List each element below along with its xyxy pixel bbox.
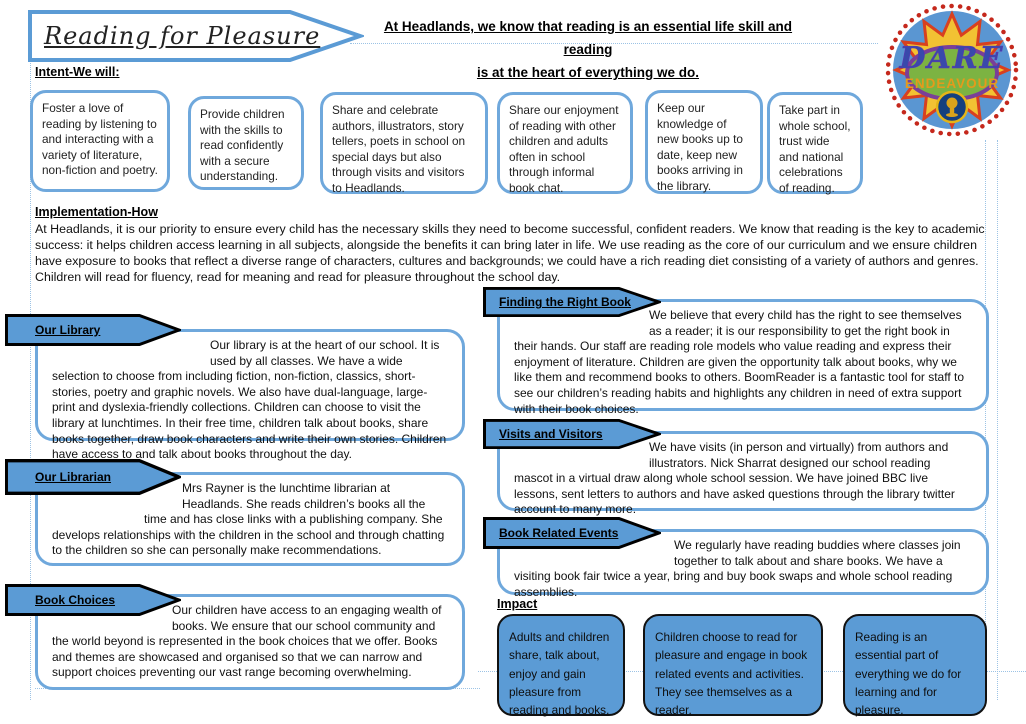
- page-title: Reading for Pleasure: [44, 22, 321, 50]
- guide-line-right-outer: [997, 140, 998, 700]
- guide-line-impact-3: [822, 671, 843, 672]
- book-related-events-label: Book Related Events: [499, 526, 619, 540]
- intent-box-6: Take part in whole school, trust wide and national celebrations of reading.: [767, 92, 863, 194]
- book-choices-header: [5, 584, 181, 616]
- school-logo-card: [878, 0, 1026, 140]
- our-library-header: [5, 314, 181, 346]
- visits-visitors-label: Visits and Visitors: [499, 427, 603, 441]
- our-library-label: Our Library: [35, 323, 101, 337]
- intent-box-4: Share our enjoyment of reading with other children and adults often in school through informal book chat.: [497, 92, 633, 194]
- logo-word-dare: DARE: [899, 41, 1005, 76]
- book-choices-label: Book Choices: [35, 593, 116, 607]
- headline: [368, 16, 808, 85]
- intent-box-5: Keep our knowledge of new books up to date, keep new books arriving in the library.: [645, 90, 763, 194]
- impact-box-3: Reading is an essential part of everything we do for learning and for pleasure.: [843, 614, 987, 716]
- headline-line1: At Headlands, we know that reading is an essential life skill and reading: [383, 19, 793, 57]
- our-librarian-wrap-spacer-2: [52, 497, 144, 513]
- title-arrow-shape: [28, 10, 364, 62]
- book-related-events-header: [483, 517, 661, 549]
- logo-word-endeavour: ENDEAVOUR: [904, 76, 1000, 91]
- visits-visitors-header: [483, 419, 661, 449]
- guide-line-impact-4: [985, 671, 1026, 672]
- our-librarian-body: Mrs Rayner is the lunchtime librarian at Headlands. She reads children’s books all the time and has close links with a publishing company. She develops relationships with the children in the school and through chatting to the children so she can personally make recommendations.: [52, 481, 445, 558]
- impact-box-1: Adults and children share, talk about, enjoy and gain pleasure from reading and books.: [497, 614, 625, 716]
- dare-endeavour-badge-icon: [882, 0, 1022, 140]
- book-related-events-body: We regularly have reading buddies where classes join together to talk about and share books. We have a visiting book fair twice a year, bring and buy book swaps and whole school reading assemblies.: [514, 538, 961, 599]
- impact-heading: Impact: [497, 597, 538, 611]
- intent-box-3: Share and celebrate authors, illustrators, story tellers, poets in school on special days but also through visits and visitors to Headlands.: [320, 92, 488, 194]
- intent-box-2: Provide children with the skills to read confidently with a secure understanding.: [188, 96, 304, 190]
- implementation-heading: Implementation-How: [35, 205, 158, 219]
- implementation-paragraph: At Headlands, it is our priority to ensure every child has the necessary skills they need to become successful, confident readers. We know that reading is the key to academic success: it helps children access learning in all subjects, alongside the benefits it can bring later in life. We use reading as the core of our curriculum and we ensure children have exposure to books that reflect a diverse range of characters, cultures and backgrounds; we could have a rich reading diet consisting of a variety of authors and genres. Children will read for fluency, read for meaning and read for pleasure throughout the school day.: [35, 222, 985, 285]
- visits-visitors-body: We have visits (in person and virtually) from authors and illustrators. Nick Sharrat designed our school reading mascot in a virtual draw along whole school session. We have joined BBC live lessons, sent letters to authors and have asked questions through the library twitter account to many more.: [514, 440, 955, 517]
- guide-line-impact-1: [478, 671, 497, 672]
- finding-right-book-label: Finding the Right Book: [499, 295, 631, 309]
- intent-box-1: Foster a love of reading by listening to and interacting with a variety of literature, non-fiction and poetry.: [30, 90, 170, 192]
- book-choices-body: Our children have access to an engaging wealth of books. We ensure that our school community and the world beyond is represented in the book choices that we offer. Books and themes are showcased and organised so that we can narrow and support choices preventing our vast range becoming overwhelming.: [52, 603, 442, 680]
- finding-right-book-body: We believe that every child has the right to see themselves as a reader; it is our responsibility to get the right book in their hands. Our staff are reading role models who value reading and express their enjoyment of literature. Children are given the opportunity talk about books, why we like them and recommend books to others. BoomReader is a fantastic tool for staff to see our children’s reading habits and highlights any children in need of extra support with their book choices.: [514, 308, 965, 416]
- intent-heading: Intent-We will:: [35, 65, 120, 79]
- impact-box-2: Children choose to read for pleasure and engage in book related events and activities. They see themselves as a reader.: [643, 614, 823, 716]
- headline-line2: is at the heart of everything we do.: [476, 64, 700, 80]
- guide-line-impact-2: [623, 671, 643, 672]
- our-librarian-label: Our Librarian: [35, 470, 112, 484]
- our-library-body: Our library is at the heart of our school. It is used by all classes. We have a wide selection to choose from including fiction, non-fiction, classics, short-stories, poetry and graphic novels. We also have dual-language, large-print and dyslexia-friendly collections. Children can choose to visit the library at lunchtimes. In their free time, children talk about books, share books together, draw book characters and write their own stories. Children have access to and talk about books throughout the day.: [52, 338, 447, 462]
- our-librarian-header: [5, 459, 181, 495]
- finding-right-book-header: [483, 287, 661, 317]
